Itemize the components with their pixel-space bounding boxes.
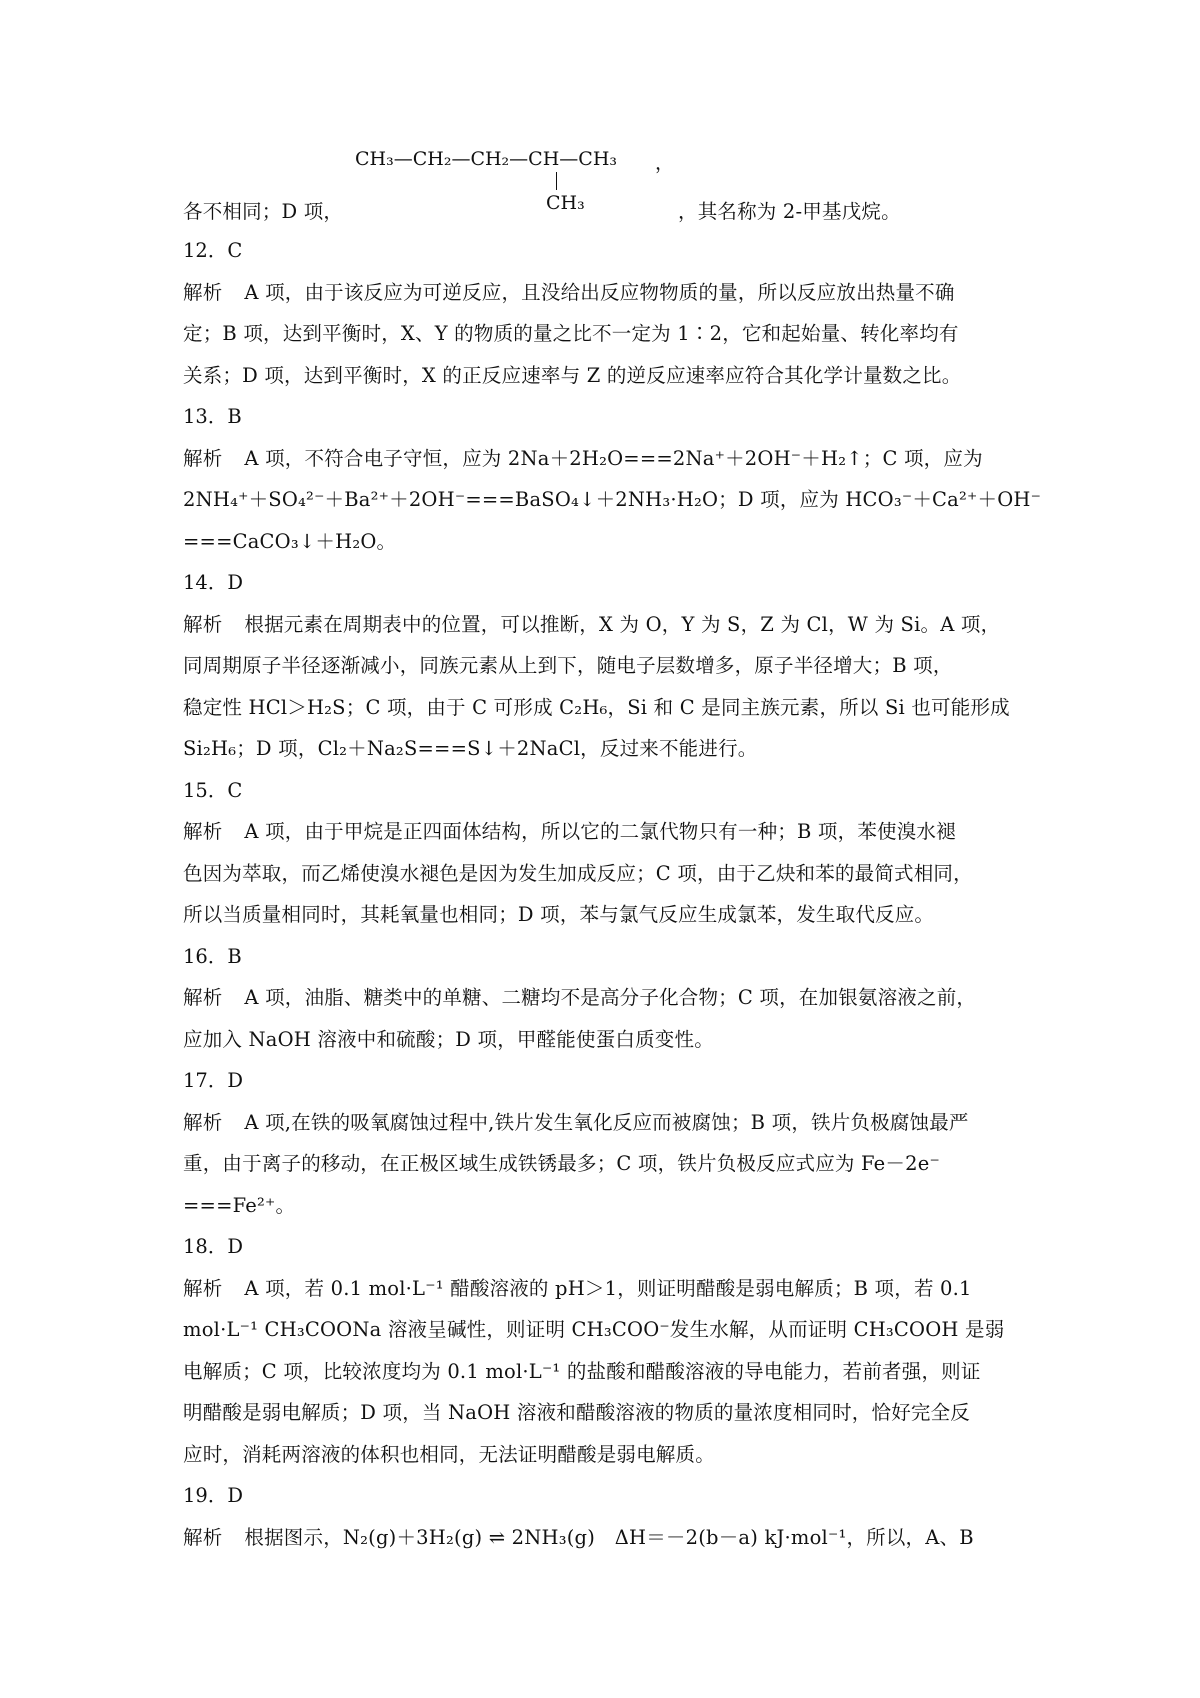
text-line: 电解质；C 项，比较浓度均为 0.1 mol·L⁻¹ 的盐酸和醋酸溶液的导电能力，若前者强，则证 <box>183 1360 981 1383</box>
analysis-label: 解析 <box>183 1277 223 1300</box>
text-line <box>183 1111 1043 1135</box>
text-line: ===Fe²⁺。 <box>183 1194 296 1217</box>
text-line <box>183 447 1043 471</box>
text-line <box>183 820 1043 844</box>
structure-chain: CH₃—CH₂—CH₂—CH—CH₃ <box>355 148 618 170</box>
text-fragment: A 项，由于该反应为可逆反应，且没给出反应物物质的量，所以反应放出热量不确 <box>244 281 955 304</box>
text-line <box>183 1526 1043 1550</box>
text-line <box>183 986 1043 1010</box>
structure-branch: CH₃ <box>546 192 585 214</box>
text-line: 所以当质量相同时，其耗氧量也相同；D 项，苯与氯气反应生成氯苯，发生取代反应。 <box>183 903 935 926</box>
text-fragment: 各不相同；D 项， <box>183 200 344 223</box>
analysis-label: 解析 <box>183 613 223 636</box>
text-line: 同周期原子半径逐渐减小，同族元素从上到下，随电子层数增多，原子半径增大；B 项， <box>183 654 953 677</box>
answer-heading: 16．B <box>183 945 242 968</box>
answer-heading: 18．D <box>183 1235 243 1258</box>
text-line: 明醋酸是弱电解质；D 项，当 NaOH 溶液和醋酸溶液的物质的量浓度相同时，恰好完全反 <box>183 1401 971 1424</box>
text-line: 重，由于离子的移动，在正极区域生成铁锈最多；C 项，铁片负极反应式应为 Fe－2e⁻ <box>183 1152 940 1175</box>
text-line <box>183 281 1043 305</box>
text-fragment: A 项，油脂、糖类中的单糖、二糖均不是高分子化合物；C 项，在加银氨溶液之前， <box>244 986 977 1009</box>
analysis-label: 解析 <box>183 986 223 1009</box>
text-fragment: 根据图示，N₂(g)＋3H₂(g) ⇌ 2NH₃(g) ΔH＝－2(b－a) kJ·mol⁻¹，所以，A、B <box>244 1526 974 1549</box>
text-line <box>183 1277 1043 1301</box>
text-fragment: ，其名称为 2-甲基戊烷。 <box>678 200 901 223</box>
text-line: 定；B 项，达到平衡时，X、Y 的物质的量之比不一定为 1∶2，它和起始量、转化率均有 <box>183 322 959 345</box>
text-line: 应加入 NaOH 溶液中和硫酸；D 项，甲醛能使蛋白质变性。 <box>183 1028 714 1051</box>
answer-heading: 13．B <box>183 405 242 428</box>
analysis-label: 解析 <box>183 1526 223 1549</box>
text-line: Si₂H₆；D 项，Cl₂＋Na₂S===S↓＋2NaCl，反过来不能进行。 <box>183 737 758 760</box>
text-fragment: A 项，不符合电子守恒，应为 2Na＋2H₂O===2Na⁺＋2OH⁻＋H₂↑；C 项，应为 <box>244 447 983 470</box>
analysis-label: 解析 <box>183 1111 223 1134</box>
analysis-label: 解析 <box>183 820 223 843</box>
answer-heading: 14．D <box>183 571 243 594</box>
text-line: 色因为萃取，而乙烯使溴水褪色是因为发生加成反应；C 项，由于乙炔和苯的最简式相同， <box>183 862 973 885</box>
text-fragment: A 项，若 0.1 mol·L⁻¹ 醋酸溶液的 pH＞1，则证明醋酸是弱电解质；B 项，若 0.1 <box>244 1277 972 1300</box>
text-line <box>183 613 1043 637</box>
text-fragment: 根据元素在周期表中的位置，可以推断，X 为 O，Y 为 S，Z 为 Cl，W 为 Si。A 项， <box>244 613 1001 636</box>
text-line: 2NH₄⁺＋SO₄²⁻＋Ba²⁺＋2OH⁻===BaSO₄↓＋2NH₃·H₂O；D 项，应为 HCO₃⁻＋Ca²⁺＋OH⁻ <box>183 488 1042 511</box>
structure-bond <box>556 172 557 190</box>
text-line: 稳定性 HCl＞H₂S；C 项，由于 C 可形成 C₂H₆，Si 和 C 是同主族元素，所以 Si 也可能形成 <box>183 696 1010 719</box>
text-fragment: A 项,在铁的吸氧腐蚀过程中,铁片发生氧化反应而被腐蚀；B 项，铁片负极腐蚀最严 <box>244 1111 969 1134</box>
answer-heading: 17．D <box>183 1069 243 1092</box>
text-line <box>678 200 1058 224</box>
structure-comma: ， <box>655 152 675 174</box>
text-line: ===CaCO₃↓＋H₂O。 <box>183 530 397 553</box>
answer-heading: 15．C <box>183 779 243 802</box>
text-line: 应时，消耗两溶液的体积也相同，无法证明醋酸是弱电解质。 <box>183 1443 715 1466</box>
analysis-label: 解析 <box>183 447 223 470</box>
answer-heading: 12．C <box>183 239 243 262</box>
text-fragment: A 项，由于甲烷是正四面体结构，所以它的二氯代物只有一种；B 项，苯使溴水褪 <box>244 820 956 843</box>
text-line: 关系；D 项，达到平衡时，X 的正反应速率与 Z 的逆反应速率应符合其化学计量数之比。 <box>183 364 962 387</box>
answer-heading: 19．D <box>183 1484 243 1507</box>
text-line: mol·L⁻¹ CH₃COONa 溶液呈碱性，则证明 CH₃COO⁻发生水解，从而证明 CH₃COOH 是弱 <box>183 1318 1005 1341</box>
analysis-label: 解析 <box>183 281 223 304</box>
